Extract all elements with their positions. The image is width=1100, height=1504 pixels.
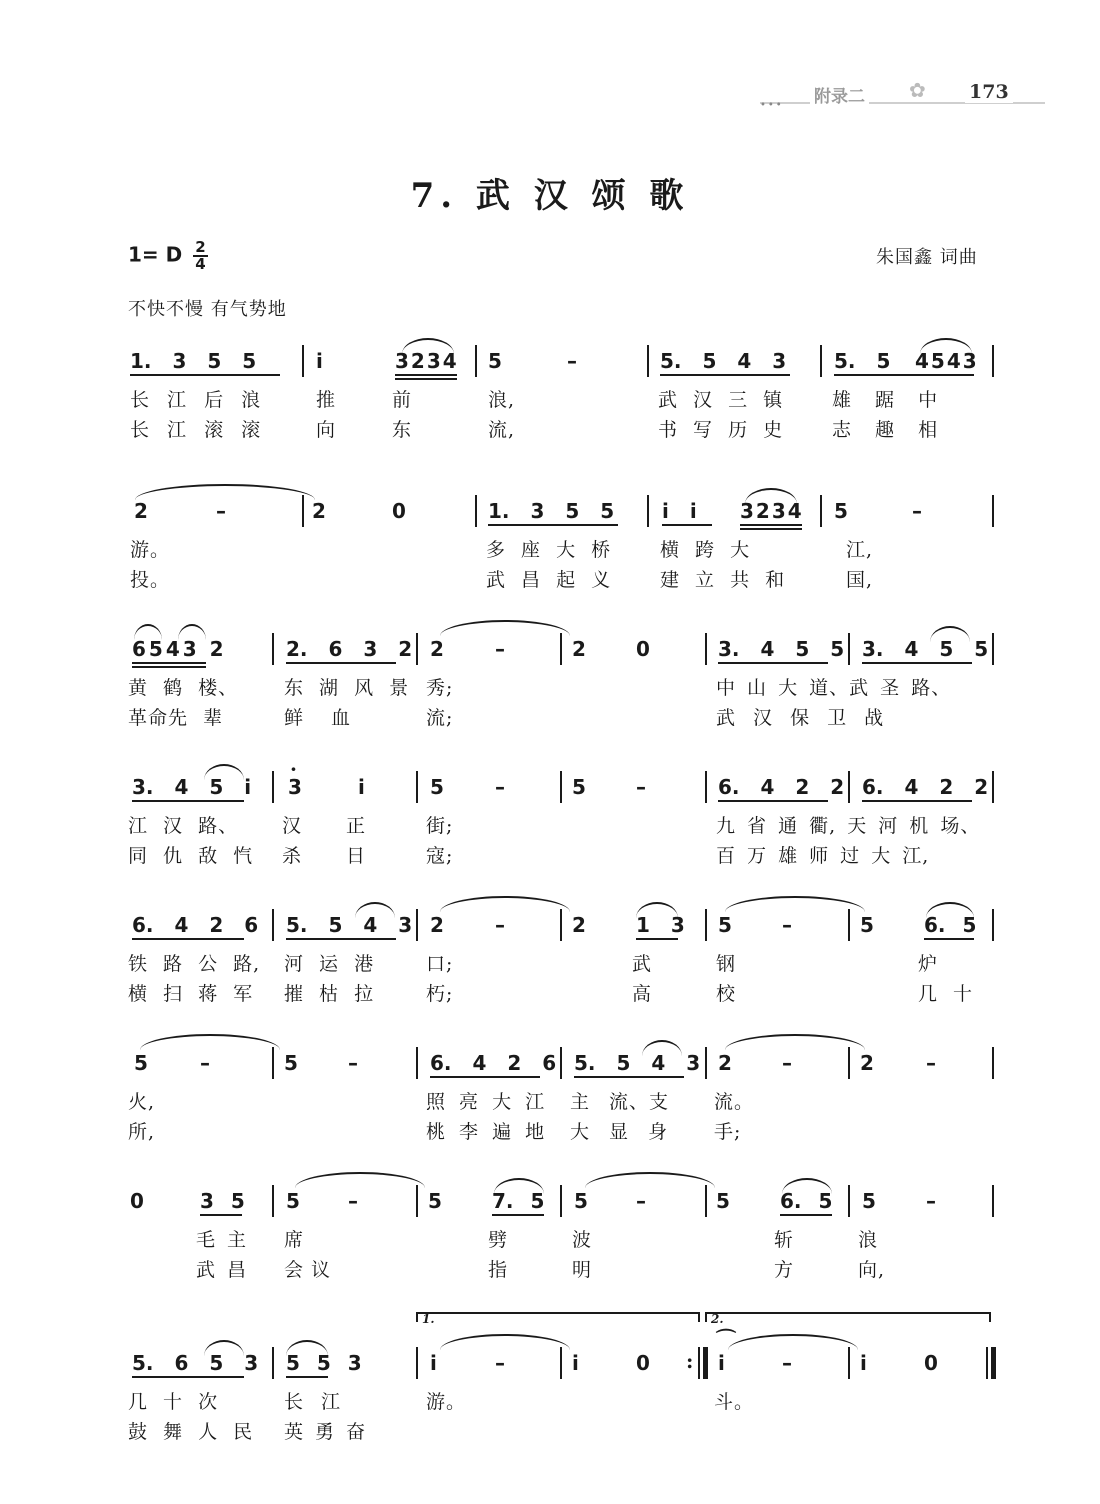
lyric: 武 汉 保 卫 战 <box>716 707 885 729</box>
beam-line <box>862 662 972 664</box>
note-group: 3. 4 5 5 <box>862 637 989 661</box>
note-group: 6. 5 <box>780 1189 833 1213</box>
note-group: 5 <box>134 1051 148 1075</box>
lyric: 长 江 <box>284 1391 342 1413</box>
barline <box>302 495 304 527</box>
lyric: 席 <box>284 1229 305 1251</box>
note-group: 5 <box>284 1051 298 1075</box>
lyric-line-1: 长 江 后 浪 <box>130 389 262 411</box>
barline <box>302 345 304 377</box>
note-group: 2. 6 3 2 <box>286 637 413 661</box>
barline <box>416 1185 418 1217</box>
header-section: 附录二 <box>810 82 869 107</box>
note-group: – <box>926 1189 936 1213</box>
lyric: 寇; <box>426 845 454 867</box>
barline <box>416 1347 418 1379</box>
lyric: 志 趣 相 <box>832 419 939 441</box>
barline <box>992 1047 994 1079</box>
note-group: 2 <box>430 913 444 937</box>
beam-line <box>862 800 972 802</box>
volta-bracket-1 <box>416 1312 700 1326</box>
note-group: 2 <box>572 637 586 661</box>
lyric: 游。 <box>426 1391 467 1413</box>
final-barline <box>991 1347 996 1379</box>
running-header <box>760 78 1045 111</box>
lyric: 九 省 通 衢, 天 河 机 场、 <box>716 815 981 837</box>
barline <box>705 1047 707 1079</box>
lyric-line-2: 长 江 滚 滚 <box>130 419 262 441</box>
score-system-2 <box>0 490 1100 600</box>
note-group: 5. 5 4 3 <box>286 913 413 937</box>
tie-arc <box>725 896 865 912</box>
beam-line <box>430 1076 540 1078</box>
lyric: 斗。 <box>714 1391 755 1413</box>
beam-line <box>200 1214 242 1216</box>
barline <box>992 1185 994 1217</box>
note-group: 7. 5 <box>492 1189 545 1213</box>
lyric: 中 山 大 道、武 圣 路、 <box>716 677 952 699</box>
note-group: 5 <box>718 913 732 937</box>
score-system-7 <box>0 1180 1100 1290</box>
note-group: 2 <box>312 499 326 523</box>
note-group: 2 <box>134 499 148 523</box>
lyric-line-1: 几 十 次 <box>128 1391 219 1413</box>
lyric: 主 流、支 <box>570 1091 670 1113</box>
volta-label: 2. <box>711 1312 724 1326</box>
note-group: 5 <box>834 499 848 523</box>
tie-arc <box>140 1034 280 1050</box>
lyric: 英 勇 奋 <box>284 1421 367 1443</box>
note-group: 6. 4 2 6 <box>132 913 259 937</box>
beam-line <box>395 374 457 376</box>
note-group: 5 5 3 <box>286 1351 362 1375</box>
beam-line <box>834 374 974 376</box>
barline <box>820 345 822 377</box>
note-group: 5 <box>716 1189 730 1213</box>
note-group: 5 <box>574 1189 588 1213</box>
note-group: – <box>912 499 922 523</box>
barline <box>992 909 994 941</box>
lyric: 多 座 大 桥 <box>486 539 612 561</box>
barline <box>560 1047 562 1079</box>
tie-arc <box>728 1334 858 1350</box>
lyric-line-2: 投。 <box>130 569 171 591</box>
lyric: 口; <box>426 953 454 975</box>
note-group: – <box>782 1051 792 1075</box>
note-group: 2 <box>430 637 444 661</box>
barline <box>272 1347 274 1379</box>
note-group: 5 <box>430 775 444 799</box>
lyric: 校 <box>716 983 737 1005</box>
meter-top: 2 <box>195 238 206 256</box>
slur-arc <box>286 1340 328 1356</box>
beam-line <box>488 524 618 526</box>
beam-line <box>286 1376 328 1378</box>
volta-bracket-2 <box>705 1312 991 1326</box>
note-group: 5. 5 4 3 <box>574 1051 701 1075</box>
lyric: 武 汉 三 镇 <box>658 389 784 411</box>
lyric: 大 显 身 <box>570 1121 669 1143</box>
barline <box>647 345 649 377</box>
note-group: – <box>495 913 505 937</box>
beam-line <box>924 938 974 940</box>
lyric-line-2: 革命先 辈 <box>128 707 224 729</box>
note-group: i <box>316 349 323 373</box>
lyric: 流, <box>488 419 516 441</box>
note-group: 4543 <box>915 349 979 373</box>
tie-arc <box>440 620 570 636</box>
key-signature <box>128 240 208 272</box>
barline <box>848 1185 850 1217</box>
header-dots: ••• <box>760 100 784 111</box>
beam-line <box>130 374 280 376</box>
barline <box>848 1047 850 1079</box>
note-group: – <box>216 499 226 523</box>
lyric: 汉 <box>282 815 303 837</box>
barline <box>272 1185 274 1217</box>
barline <box>705 633 707 665</box>
note-group: 3234 <box>740 499 804 523</box>
note-group: – <box>782 913 792 937</box>
note-group: 5 <box>860 913 874 937</box>
lyric: 浪, <box>488 389 516 411</box>
lyric: 会 议 <box>284 1259 332 1281</box>
tie-arc <box>725 1034 865 1050</box>
lyric: 向, <box>858 1259 886 1281</box>
lyric: 河 运 港 <box>284 953 375 975</box>
barline <box>992 345 994 377</box>
slur-arc <box>402 338 454 354</box>
barline <box>848 1347 850 1379</box>
ornament-icon: ✿ <box>905 78 930 102</box>
note-group: 2 <box>860 1051 874 1075</box>
beam-line <box>780 1214 832 1216</box>
note-group: i <box>718 1351 725 1375</box>
beam-line <box>132 1376 244 1378</box>
note-group: 1. 3 5 5 <box>130 349 257 373</box>
barline <box>705 771 707 803</box>
beam-line <box>286 938 396 940</box>
lyric: 桃 李 遍 地 <box>426 1121 546 1143</box>
note-group: 6543 2 <box>132 637 227 661</box>
lyric-line-2: 同 仇 敌 忾 <box>128 845 254 867</box>
slur-arc <box>355 902 395 918</box>
note-group: – <box>495 637 505 661</box>
note-group: – <box>567 349 577 373</box>
score-system-5 <box>0 904 1100 1014</box>
beam-line <box>660 374 790 376</box>
note-group: – <box>348 1051 358 1075</box>
lyric: 武 昌 起 义 <box>486 569 612 591</box>
barline <box>848 633 850 665</box>
note-group: – <box>782 1351 792 1375</box>
note-group: – <box>495 775 505 799</box>
note-group: i <box>430 1351 437 1375</box>
barline <box>848 771 850 803</box>
lyric: 横 跨 大 <box>660 539 751 561</box>
lyric-line-1: 毛 主 <box>196 1229 248 1251</box>
barline <box>705 1185 707 1217</box>
note-group: 3 5 <box>200 1189 245 1213</box>
time-signature <box>193 240 207 272</box>
note-group: 5 <box>572 775 586 799</box>
lyric: 照 亮 大 江 <box>426 1091 546 1113</box>
barline <box>647 495 649 527</box>
barline <box>272 1047 274 1079</box>
note-group: 6. 4 2 2 <box>718 775 845 799</box>
note-group: 2 <box>718 1051 732 1075</box>
note-group: 5 <box>286 1189 300 1213</box>
barline <box>416 771 418 803</box>
lyric: 摧 枯 拉 <box>284 983 375 1005</box>
lyric: 向 <box>316 419 337 441</box>
note-group: 0 <box>924 1351 938 1375</box>
barline <box>560 1347 562 1379</box>
beam-line <box>574 1076 684 1078</box>
lyric: 方 <box>774 1259 795 1281</box>
lyric: 正 <box>346 815 367 837</box>
slur-arc <box>926 902 974 918</box>
barline <box>272 633 274 665</box>
lyric: 推 <box>316 389 337 411</box>
note-group: 0 <box>130 1189 144 1213</box>
beam-line <box>662 524 712 526</box>
key-label: 1= D <box>128 242 183 267</box>
lyric: 炉 <box>918 953 939 975</box>
note-group: – <box>926 1051 936 1075</box>
lyric-line-1: 铁 路 公 路, <box>128 953 261 975</box>
note-group: 3. 4 5 i <box>132 775 252 799</box>
note-group: 3 <box>288 775 302 799</box>
note-group: i i <box>662 499 697 523</box>
repeat-barline <box>698 1347 700 1379</box>
note-group: 5. 5 4 3 <box>660 349 787 373</box>
note-group: 1 3 <box>636 913 685 937</box>
tie-arc <box>585 1172 715 1188</box>
barline <box>992 495 994 527</box>
note-group: 5. 5 <box>834 349 891 373</box>
lyric: 明 <box>572 1259 593 1281</box>
note-group: 1. 3 5 5 <box>488 499 615 523</box>
lyric: 秀; <box>426 677 454 699</box>
score-system-1 <box>0 340 1100 450</box>
repeat-barline <box>703 1347 708 1379</box>
note-group: – <box>636 1189 646 1213</box>
barline <box>560 1185 562 1217</box>
lyric: 斩 <box>774 1229 795 1251</box>
slur-arc <box>930 626 970 642</box>
beam-line <box>492 1214 544 1216</box>
final-barline <box>986 1347 988 1379</box>
lyric: 杀 <box>282 845 303 867</box>
note-group: 0 <box>636 637 650 661</box>
lyric: 流; <box>426 707 454 729</box>
note-group: 5 <box>428 1189 442 1213</box>
lyric: 几 十 <box>918 983 974 1005</box>
note-group: – <box>348 1189 358 1213</box>
note-group: – <box>636 775 646 799</box>
beam-line <box>740 528 802 530</box>
lyric-line-1: 游。 <box>130 539 171 561</box>
barline <box>820 495 822 527</box>
lyric: 钢 <box>716 953 737 975</box>
slur-arc <box>494 1178 544 1194</box>
slur-arc <box>745 488 797 504</box>
barline <box>992 771 994 803</box>
volta-label: 1. <box>422 1312 435 1326</box>
tempo-marking: 不快不慢 有气势地 <box>128 299 287 320</box>
slur-arc <box>782 1178 832 1194</box>
lyric-line-2: 所, <box>128 1121 156 1143</box>
note-group: i <box>358 775 365 799</box>
fermata-icon: ⌒ <box>716 1327 736 1351</box>
slur-arc <box>204 764 244 780</box>
lyric-line-2: 鼓 舞 人 民 <box>128 1421 254 1443</box>
lyric-line-2: 武 昌 <box>196 1259 248 1281</box>
lyric: 波 <box>572 1229 593 1251</box>
score-system-4 <box>0 757 1100 876</box>
lyric: 鲜 血 <box>284 707 352 729</box>
lyric: 建 立 共 和 <box>660 569 786 591</box>
note-group: 2 <box>572 913 586 937</box>
note-group: – <box>200 1051 210 1075</box>
page-number: 173 <box>965 81 1013 103</box>
barline <box>272 771 274 803</box>
barline <box>560 771 562 803</box>
repeat-dots: : <box>686 1349 694 1373</box>
lyric-line-2: 横 扫 蒋 军 <box>128 983 254 1005</box>
tie-arc <box>295 1172 425 1188</box>
beam-line <box>395 378 457 380</box>
barline <box>560 909 562 941</box>
lyric: 手; <box>714 1121 742 1143</box>
beam-line <box>132 662 206 664</box>
barline <box>848 909 850 941</box>
song-title: 7. 武 汉 颂 歌 <box>410 176 690 216</box>
note-group: – <box>495 1351 505 1375</box>
barline <box>416 909 418 941</box>
lyric: 高 <box>632 983 653 1005</box>
barline <box>560 633 562 665</box>
lyric-line-1: 江 汉 路、 <box>128 815 239 837</box>
beam-line <box>286 662 396 664</box>
tie-arc <box>135 484 315 500</box>
beam-line <box>718 662 828 664</box>
barline <box>475 345 477 377</box>
lyric-line-1: 黄 鹤 楼、 <box>128 677 239 699</box>
beam-line <box>132 800 244 802</box>
meter-bottom: 4 <box>195 255 206 273</box>
note-group: i <box>860 1351 867 1375</box>
score-system-8 <box>0 1312 1100 1452</box>
barline <box>475 495 477 527</box>
note-group: 6. 4 2 6 <box>430 1051 557 1075</box>
barline <box>992 633 994 665</box>
lyric: 前 <box>392 389 413 411</box>
lyric: 街; <box>426 815 454 837</box>
note-group: 6. 5 <box>924 913 977 937</box>
lyric: 朽; <box>426 983 454 1005</box>
lyric: 指 <box>488 1259 509 1281</box>
lyric-line-1: 火, <box>128 1091 156 1113</box>
lyric: 百 万 雄 师 过 大 江, <box>716 845 930 867</box>
lyric: 劈 <box>488 1229 509 1251</box>
octave-dot: · <box>290 757 297 781</box>
beam-line <box>718 800 828 802</box>
barline <box>416 1047 418 1079</box>
note-group: 3234 <box>395 349 459 373</box>
tie-arc <box>440 896 570 912</box>
slur-arc <box>920 338 972 354</box>
note-group: 5 <box>488 349 502 373</box>
lyric: 江, <box>846 539 874 561</box>
lyric: 浪 <box>858 1229 879 1251</box>
note-group: 5. 6 5 3 <box>132 1351 259 1375</box>
note-group: 0 <box>392 499 406 523</box>
beam-line <box>636 938 678 940</box>
beam-line <box>132 666 206 668</box>
beam-line <box>132 938 244 940</box>
score-system-3 <box>0 628 1100 738</box>
note-group: 5 <box>862 1189 876 1213</box>
lyric: 东 湖 风 景 <box>284 677 410 699</box>
slur-arc <box>204 1340 244 1356</box>
lyric: 国, <box>846 569 874 591</box>
barline <box>416 633 418 665</box>
note-group: i <box>572 1351 579 1375</box>
barline <box>272 909 274 941</box>
lyric: 东 <box>392 419 413 441</box>
composer-credit: 朱国鑫 词曲 <box>876 247 978 268</box>
note-group: 0 <box>636 1351 650 1375</box>
beam-line <box>740 524 802 526</box>
lyric: 武 <box>632 953 653 975</box>
slur-arc <box>636 902 678 918</box>
tie-arc <box>440 1334 570 1350</box>
note-group: 3. 4 5 5 <box>718 637 845 661</box>
lyric: 流。 <box>714 1091 755 1113</box>
lyric: 日 <box>346 845 367 867</box>
barline <box>705 909 707 941</box>
note-group: 6. 4 2 2 <box>862 775 989 799</box>
lyric: 雄 踞 中 <box>832 389 939 411</box>
slur-arc <box>642 1040 682 1056</box>
lyric: 书 写 历 史 <box>658 419 784 441</box>
score-system-6 <box>0 1042 1100 1152</box>
